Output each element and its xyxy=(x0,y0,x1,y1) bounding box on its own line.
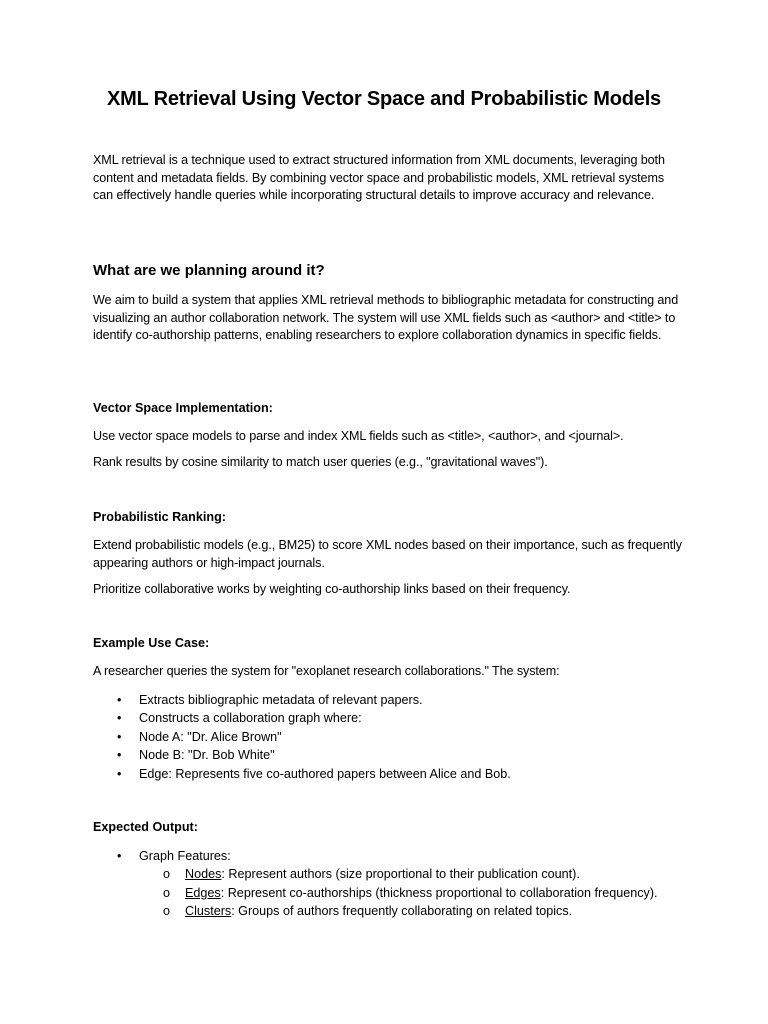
list-item: • Graph Features: o Nodes: Represent authors (size proportional to their publication count). o Edges: Represent co-authorships (thickness proportional to collaboration frequency). o Clusters: Groups of authors frequently collaborating on related topics. xyxy=(93,847,658,921)
bullet-icon: • xyxy=(117,766,122,781)
document-title: XML Retrieval Using Vector Space and Probabilistic Models xyxy=(107,88,661,110)
bullet-icon: • xyxy=(117,711,122,726)
vector-space-paragraph-2: Rank results by cosine similarity to match user queries (e.g., "gravitational waves"). xyxy=(93,455,548,469)
intro-paragraph: XML retrieval is a technique used to extract structured information from XML documents, leveraging both content and metadata fields. By combining vector space and probabilistic models, XML retrieval systems can effectively handle queries while incorporating structural details to improve accuracy and relevance. xyxy=(93,153,665,203)
list-item: • Extracts bibliographic metadata of relevant papers. xyxy=(93,691,511,709)
bullet-icon: • xyxy=(117,748,122,763)
graph-features-sublist xyxy=(139,865,658,920)
example-heading: Example Use Case: xyxy=(93,636,210,650)
list-item: o Edges: Represent co-authorships (thickness proportional to collaboration frequency). xyxy=(139,884,658,902)
list-item: • Edge: Represents five co-authored papers between Alice and Bob. xyxy=(93,765,511,783)
planning-heading: What are we planning around it? xyxy=(93,262,325,279)
vector-space-paragraph-1: Use vector space models to parse and index XML fields such as <title>, <author>, and <journal>. xyxy=(93,429,624,443)
list-item: o Nodes: Represent authors (size proportional to their publication count). xyxy=(139,865,658,883)
expected-output-list xyxy=(93,847,658,921)
circle-bullet-icon: o xyxy=(163,904,171,919)
list-item: o Clusters: Groups of authors frequently collaborating on related topics. xyxy=(139,902,658,920)
circle-bullet-icon: o xyxy=(163,867,171,882)
probabilistic-heading: Probabilistic Ranking: xyxy=(93,510,226,524)
probabilistic-paragraph-2: Prioritize collaborative works by weighting co-authorship links based on their frequency. xyxy=(93,582,571,596)
probabilistic-paragraph-1: Extend probabilistic models (e.g., BM25) to score XML nodes based on their importance, such as frequently appearing authors or high-impact journals. xyxy=(93,538,682,570)
list-item: • Node B: "Dr. Bob White" xyxy=(93,746,511,764)
expected-output-heading: Expected Output: xyxy=(93,820,198,834)
example-intro: A researcher queries the system for "exoplanet research collaborations." The system: xyxy=(93,664,560,678)
bullet-icon: • xyxy=(117,729,122,744)
circle-bullet-icon: o xyxy=(163,885,171,900)
vector-space-heading: Vector Space Implementation: xyxy=(93,401,273,415)
planning-paragraph: We aim to build a system that applies XML retrieval methods to bibliographic metadata for constructing and visualizing an author collaboration network. The system will use XML fields such as <author> and <title> to identify co-authorship patterns, enabling researchers to explore collaboration dynamics in specific fields. xyxy=(93,293,679,343)
example-list xyxy=(93,691,511,783)
bullet-icon: • xyxy=(117,693,122,707)
list-item: • Constructs a collaboration graph where: xyxy=(93,709,511,727)
bullet-icon: • xyxy=(117,849,122,863)
list-item: • Node A: "Dr. Alice Brown" xyxy=(93,728,511,746)
